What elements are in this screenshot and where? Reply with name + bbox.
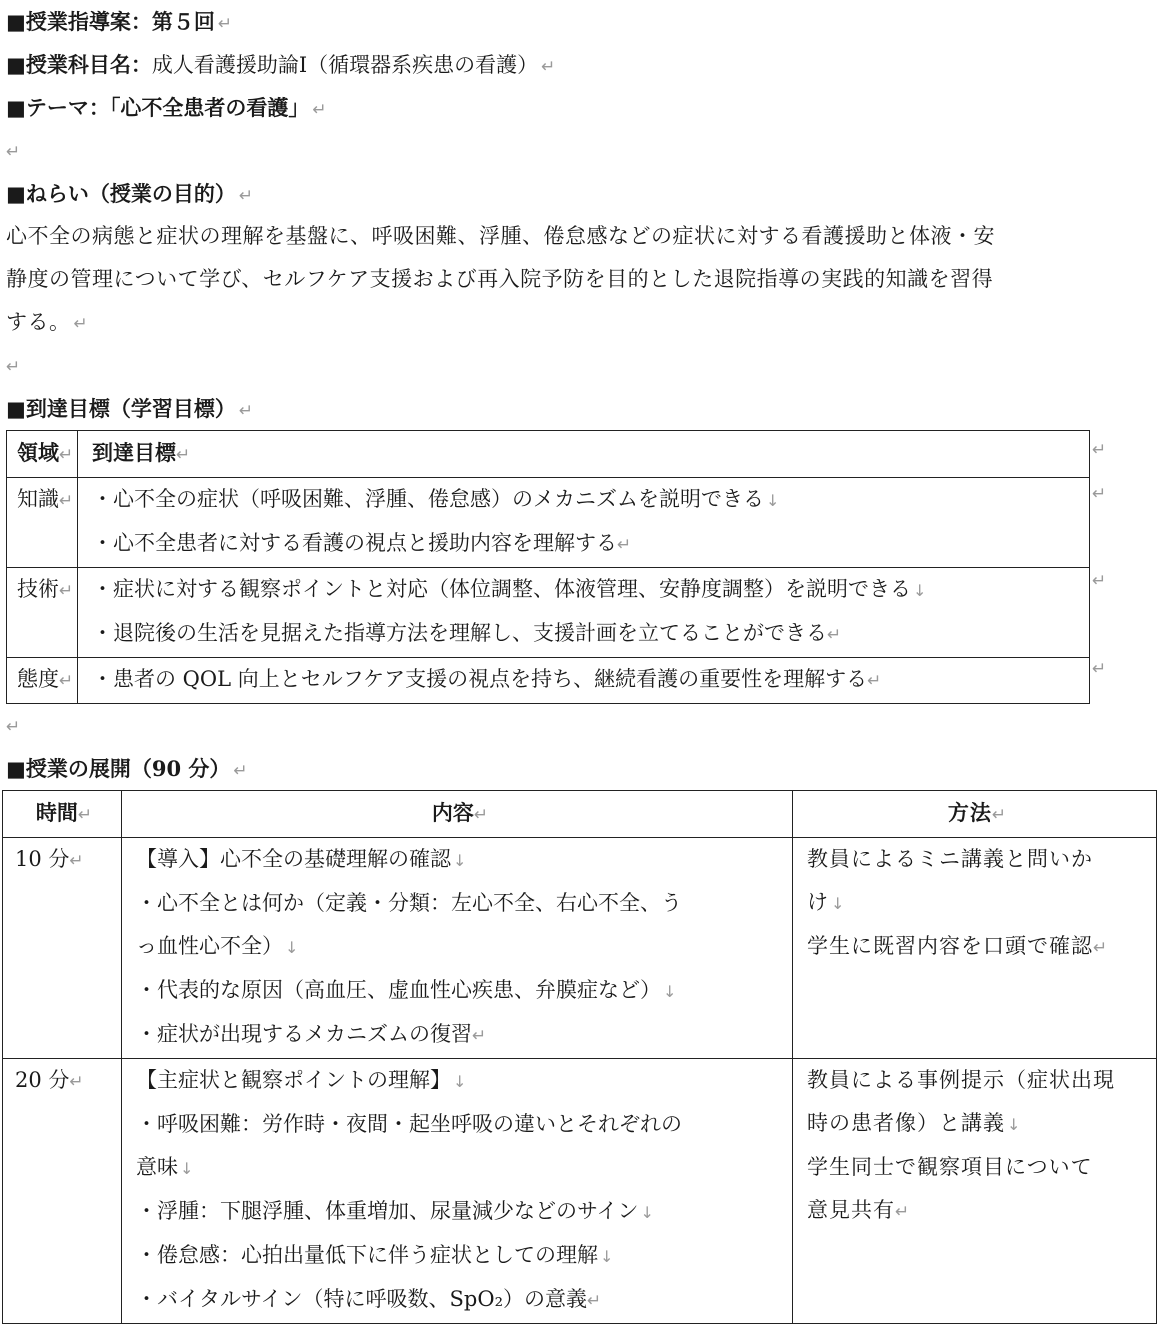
aims-heading: ■ねらい（授業の目的）: [6, 181, 236, 206]
goals-items-cell: [78, 568, 1090, 658]
flow-row: [3, 838, 1157, 1059]
subject-label: ■授業科目名：: [6, 52, 152, 77]
paragraph-mark: ↵: [238, 186, 254, 206]
content-line: ・症状が出現するメカニズムの復習↵: [136, 1022, 487, 1046]
method-line: 教員による事例提示（症状出現: [807, 1068, 1115, 1092]
plan-title-line: [6, 0, 1161, 43]
flow-method-cell: [793, 1059, 1157, 1324]
theme-title: ■テーマ：「心不全患者の看護」: [6, 95, 310, 120]
goal-item: ・心不全の症状（呼吸困難、浮腫、倦怠感）のメカニズムを説明できる ↓: [92, 487, 780, 511]
paragraph-mark: ↵: [233, 761, 248, 781]
flow-table: [2, 790, 1157, 1324]
goals-heading: ■到達目標（学習目標）: [6, 396, 236, 421]
method-line: け ↓: [807, 890, 846, 914]
content-line: ・バイタルサイン（特に呼吸数、SpO₂）の意義↵: [136, 1287, 602, 1311]
goals-domain-cell: 知識↵: [7, 478, 78, 568]
goals-row-attitude: [7, 658, 1090, 704]
paragraph-mark: ↵: [238, 401, 254, 421]
flow-header-row: [3, 791, 1157, 838]
aims-line-text: する。: [6, 310, 71, 334]
goals-domain-cell: 態度↵: [7, 658, 78, 704]
goals-heading-line: [6, 387, 1161, 430]
flow-heading: ■授業の展開（90 分）: [6, 756, 231, 781]
content-line: 【導入】心不全の基礎理解の確認 ↓: [136, 847, 467, 871]
method-line: 学生同士で観察項目について: [807, 1155, 1093, 1179]
content-line: っ血性心不全） ↓: [136, 934, 299, 958]
goals-header-row: [7, 431, 1090, 478]
content-line: ・呼吸困難：労作時・夜間・起坐呼吸の違いとそれぞれの: [136, 1112, 682, 1136]
goals-header-goal: 到達目標↵: [78, 431, 1090, 478]
content-line: 意味 ↓: [136, 1155, 194, 1179]
paragraph-mark: ↵: [541, 57, 556, 77]
paragraph-mark: ↵: [217, 14, 233, 34]
flow-header-time: 時間↵: [3, 791, 122, 838]
content-line: ・倦怠感：心拍出量低下に伴う症状としての理解 ↓: [136, 1243, 614, 1267]
paragraph-mark: ↵: [6, 142, 21, 162]
flow-row: [3, 1059, 1157, 1324]
empty-line: [6, 344, 1161, 387]
aims-line: 静度の管理について学び、セルフケア支援および再入院予防を目的とした退院指導の実践的知識を習得: [6, 267, 994, 291]
flow-time-cell: 10 分↵: [3, 838, 122, 1059]
content-line: ・浮腫：下腿浮腫、体重増加、尿量減少などのサイン ↓: [136, 1199, 654, 1223]
method-line: 教員によるミニ講義と問いか: [807, 847, 1093, 871]
row-end-mark: ↵: [1092, 484, 1107, 504]
paragraph-mark: ↵: [73, 314, 89, 334]
goals-items-cell: [78, 658, 1090, 704]
aims-paragraph: [6, 215, 1161, 344]
plan-title: ■授業指導案：第５回: [6, 9, 215, 34]
empty-line: [6, 129, 1161, 172]
goal-item: ・心不全患者に対する看護の視点と援助内容を理解する↵: [92, 531, 632, 555]
goals-table-wrap: [6, 430, 1161, 704]
flow-header-content: 内容↵: [122, 791, 793, 838]
flow-content-cell: [122, 1059, 793, 1324]
goals-table: [6, 430, 1090, 704]
flow-method-cell: [793, 838, 1157, 1059]
content-line: ・心不全とは何か（定義・分類：左心不全、右心不全、う: [136, 891, 682, 915]
goals-domain-cell: 技術↵: [7, 568, 78, 658]
lesson-plan-document: [6, 0, 1161, 1324]
row-end-mark: ↵: [1092, 571, 1107, 591]
aims-line-last: [6, 301, 1161, 344]
method-line: 時の患者像）と講義 ↓: [807, 1111, 1022, 1135]
theme-line: [6, 86, 1161, 129]
method-line: 学生に既習内容を口頭で確認↵: [807, 934, 1109, 958]
flow-heading-line: [6, 747, 1161, 790]
goal-item: ・症状に対する観察ポイントと対応（体位調整、体液管理、安静度調整）を説明できる ↓: [92, 577, 927, 601]
content-line: ・代表的な原因（高血圧、虚血性心疾患、弁膜症など） ↓: [136, 978, 677, 1002]
goals-header-domain: 領域↵: [7, 431, 78, 478]
aims-line: 心不全の病態と症状の理解を基盤に、呼吸困難、浮腫、倦怠感などの症状に対する看護援助と体液・安: [6, 224, 995, 248]
goals-row-skill: [7, 568, 1090, 658]
method-line: 意見共有↵: [807, 1198, 911, 1222]
flow-time-cell: 20 分↵: [3, 1059, 122, 1324]
flow-header-method: 方法↵: [793, 791, 1157, 838]
paragraph-mark: ↵: [6, 717, 21, 737]
empty-line: [6, 704, 1161, 747]
goal-item: ・退院後の生活を見据えた指導方法を理解し、支援計画を立てることができる↵: [92, 621, 842, 645]
content-line: 【主症状と観察ポイントの理解】 ↓: [136, 1068, 467, 1092]
aims-heading-line: [6, 172, 1161, 215]
goals-row-knowledge: [7, 478, 1090, 568]
paragraph-mark: ↵: [6, 357, 21, 377]
subject-line: [6, 43, 1161, 86]
flow-content-cell: [122, 838, 793, 1059]
row-end-mark: ↵: [1092, 659, 1107, 679]
row-end-mark: ↵: [1092, 440, 1107, 460]
goals-items-cell: [78, 478, 1090, 568]
subject-value: 成人看護援助論Ⅰ（循環器系疾患の看護）: [151, 53, 539, 77]
paragraph-mark: ↵: [312, 100, 327, 120]
goal-item: ・患者の QOL 向上とセルフケア支援の視点を持ち、継続看護の重要性を理解する↵: [92, 667, 882, 691]
